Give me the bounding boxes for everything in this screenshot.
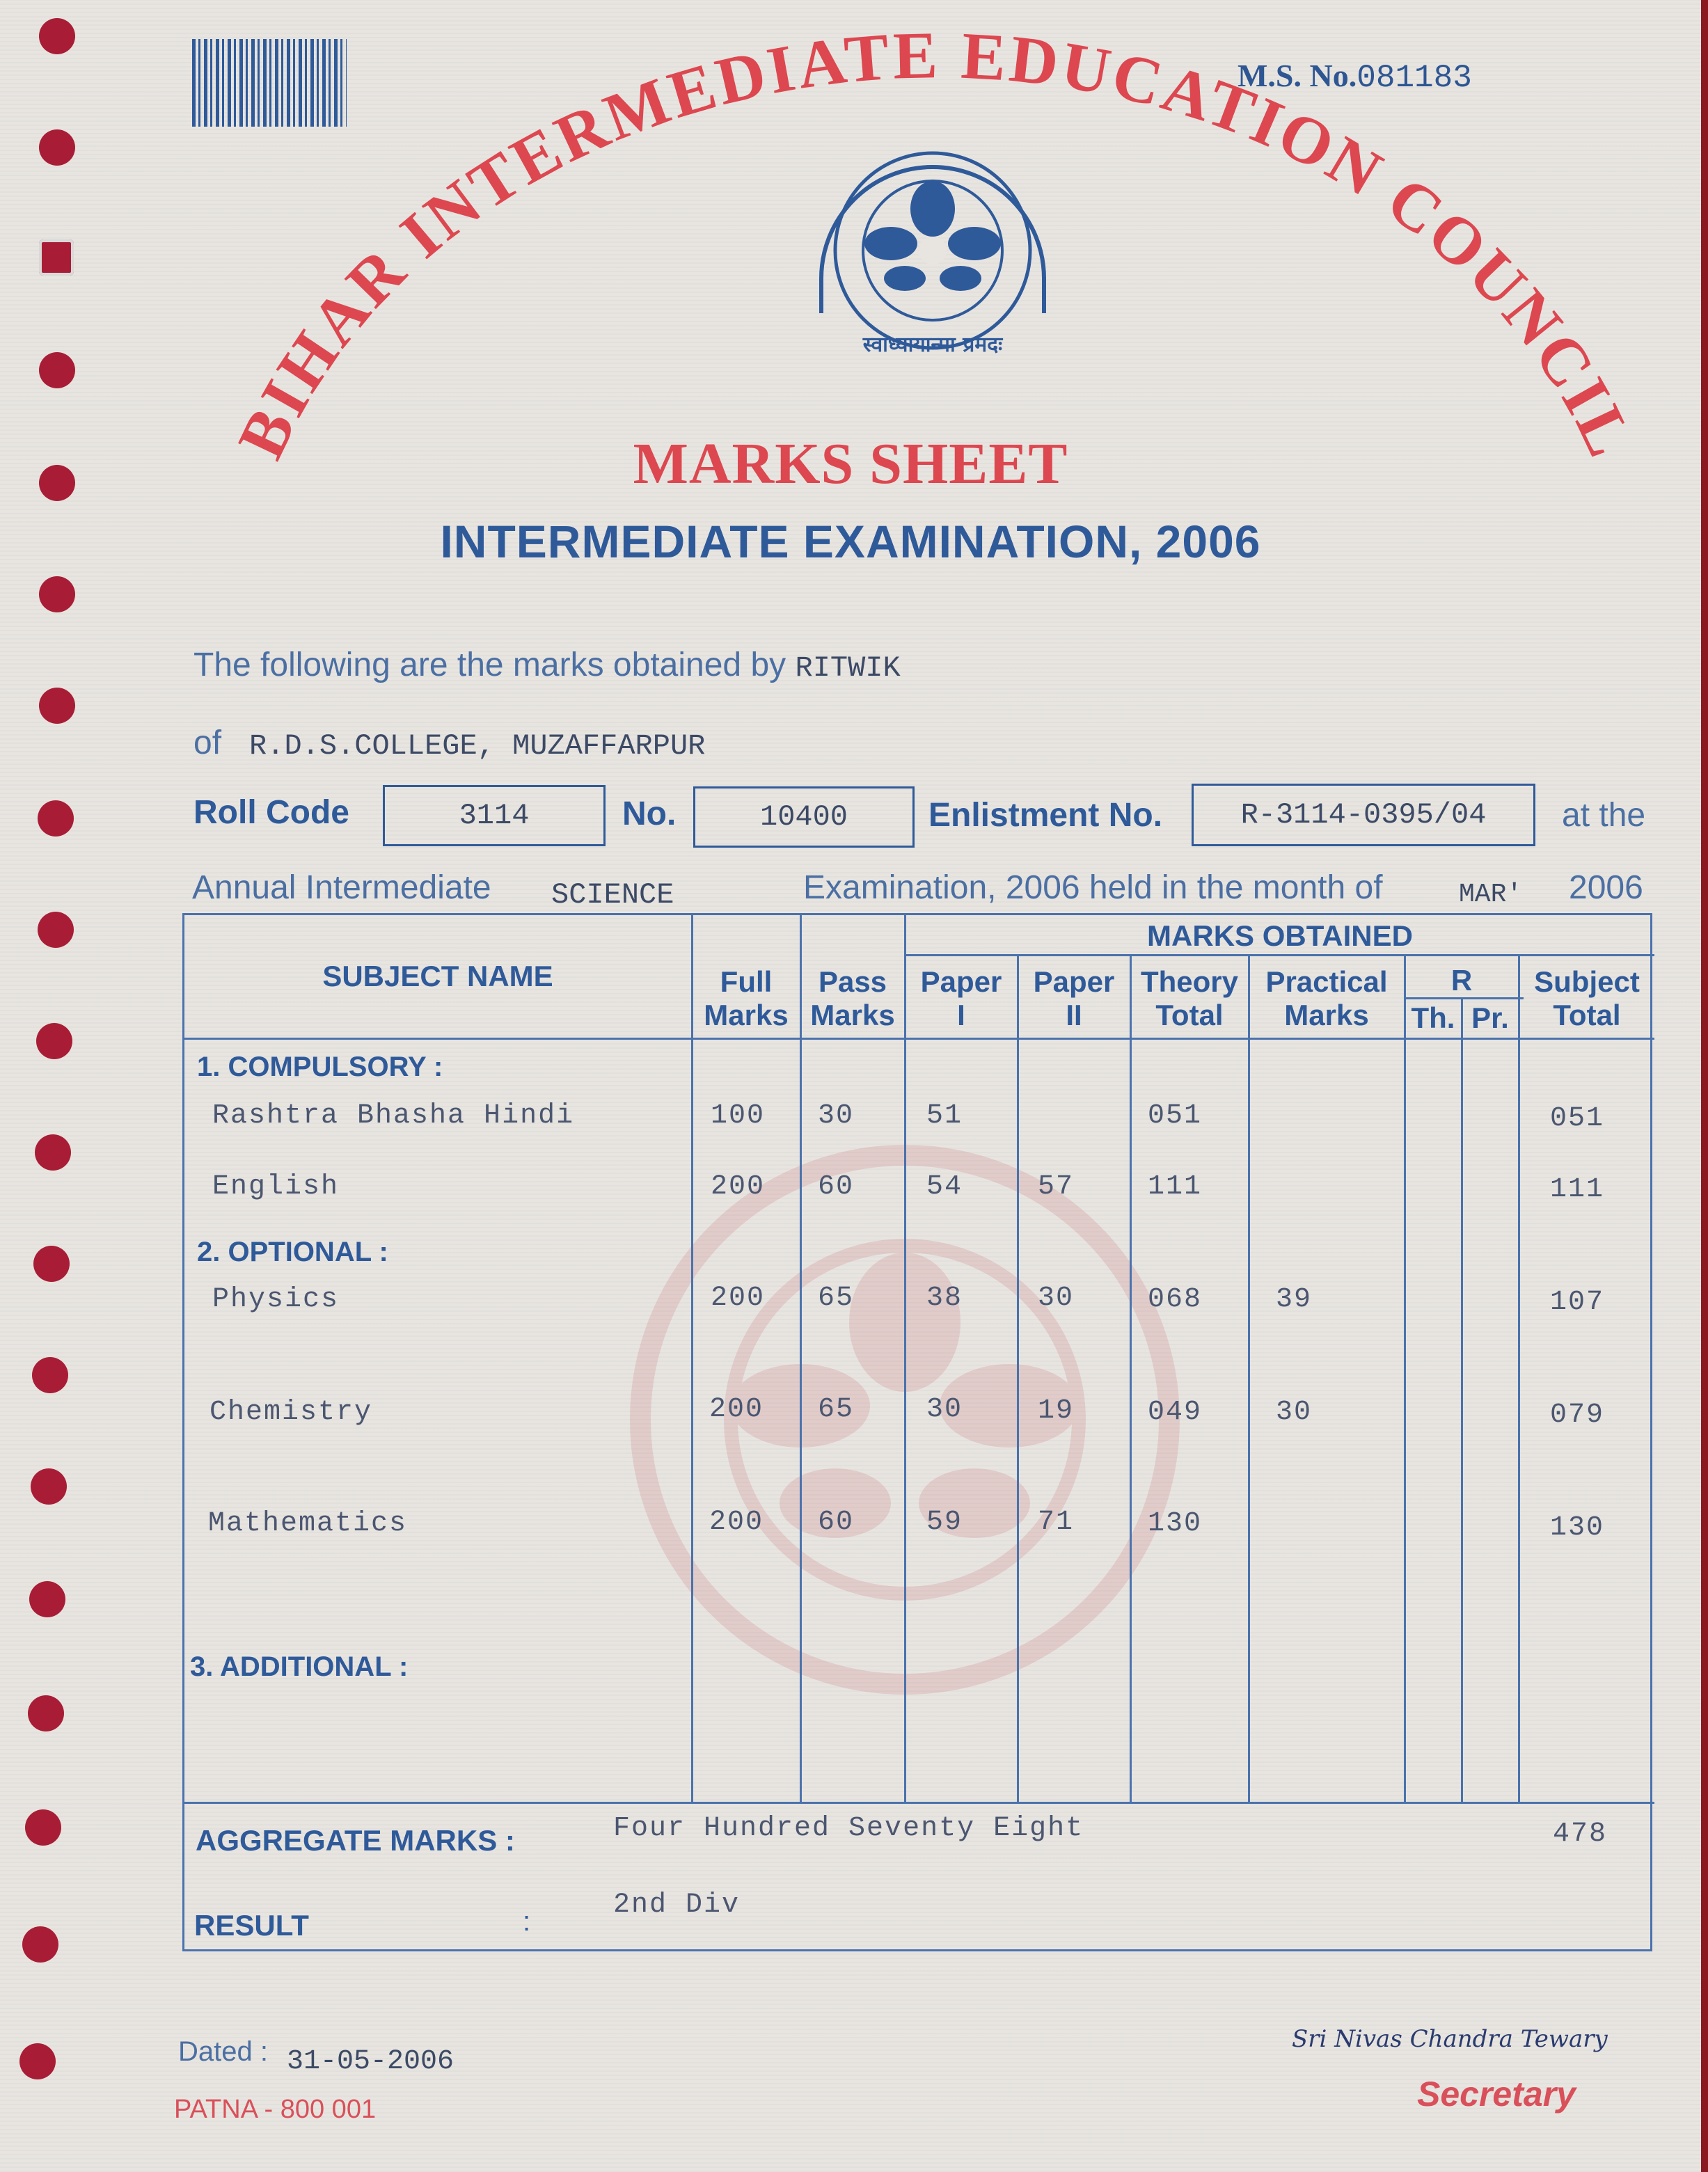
subject-total: 130 — [1550, 1512, 1605, 1544]
council-name: BIHAR INTERMEDIATE EDUCATION COUNCIL — [223, 17, 1650, 470]
intro-line: The following are the marks obtained by RITWIK — [193, 647, 901, 685]
exam-title: INTERMEDIATE EXAMINATION, 2006 — [440, 516, 1261, 567]
subject-name: English — [212, 1171, 340, 1203]
subject-name: Rashtra Bhasha Hindi — [212, 1100, 575, 1132]
subject-name: Physics — [212, 1284, 340, 1315]
theory-total: 130 — [1148, 1508, 1203, 1539]
header-practical-marks: Practical Marks — [1265, 965, 1388, 1031]
binder-hole — [35, 1134, 71, 1171]
subject-total: 111 — [1550, 1174, 1605, 1205]
col-rule — [1518, 954, 1520, 1802]
place: PATNA - 800 001 — [174, 2095, 377, 2124]
binder-hole — [33, 1246, 70, 1282]
secretary-signature: Sri Nivas Chandra Tewary — [1292, 2025, 1608, 2053]
result-value: 2nd Div — [613, 1889, 741, 1921]
section-additional: 3. ADDITIONAL : — [190, 1651, 409, 1682]
binder-hole — [38, 800, 74, 837]
header-paper-2: Paper II — [1033, 965, 1115, 1031]
enlistment-box: R-3114-0395/04 — [1192, 784, 1535, 846]
header-paper-1: Paper I — [920, 965, 1002, 1031]
paper-1: 59 — [926, 1507, 963, 1538]
theory-total: 111 — [1148, 1171, 1203, 1203]
binder-hole — [22, 1926, 58, 1963]
exam-text: Examination, 2006 held in the month of — [803, 869, 1383, 906]
header-r: R — [1450, 964, 1473, 997]
subject-total: 051 — [1550, 1103, 1605, 1134]
annual-label: Annual Intermediate — [192, 869, 491, 906]
paper-1: 54 — [926, 1171, 963, 1203]
stream: SCIENCE — [551, 878, 674, 912]
col-rule — [1017, 954, 1019, 1802]
secretary-title: Secretary — [1417, 2075, 1576, 2114]
header-r-pr: Pr. — [1471, 1001, 1509, 1034]
practical-marks: 30 — [1276, 1397, 1313, 1428]
full-marks: 200 — [709, 1507, 764, 1538]
college-line: of R.D.S.COLLEGE, MUZAFFARPUR — [193, 724, 706, 763]
roll-code-label: Roll Code — [193, 794, 349, 831]
paper-1: 51 — [926, 1100, 963, 1132]
header-marks-obtained: MARKS OBTAINED — [1147, 919, 1413, 952]
roll-code-box: 3114 — [383, 785, 606, 846]
pass-marks: 60 — [818, 1507, 855, 1538]
pass-marks: 65 — [818, 1283, 855, 1314]
roll-no-label: No. — [622, 795, 677, 832]
at-the-text: at the — [1562, 797, 1646, 834]
paper-2: 19 — [1038, 1395, 1075, 1427]
aggregate-label: AGGREGATE MARKS : — [196, 1824, 515, 1857]
result-label: RESULT — [194, 1909, 309, 1942]
dated-label: Dated : — [178, 2036, 268, 2067]
binder-hole — [39, 688, 75, 724]
full-marks: 100 — [711, 1100, 766, 1132]
subject-name: Chemistry — [209, 1397, 373, 1428]
aggregate-value: 478 — [1553, 1818, 1608, 1850]
subject-total: 107 — [1550, 1287, 1605, 1318]
marks-sheet-title: MARKS SHEET — [633, 431, 1068, 496]
full-marks: 200 — [709, 1394, 764, 1425]
enlistment-label: Enlistment No. — [928, 797, 1163, 834]
body-bottom-rule — [184, 1802, 1654, 1804]
section-compulsory: 1. COMPULSORY : — [197, 1052, 443, 1082]
subject-name: Mathematics — [208, 1508, 408, 1539]
header-subject-name: SUBJECT NAME — [322, 960, 553, 992]
paper-2: 71 — [1038, 1507, 1075, 1538]
col-rule — [800, 915, 802, 1802]
pass-marks: 30 — [818, 1100, 855, 1132]
binder-hole — [38, 912, 74, 948]
binder-hole — [36, 1023, 72, 1059]
binder-hole — [19, 2043, 56, 2079]
aggregate-words: Four Hundred Seventy Eight — [613, 1813, 1084, 1844]
pass-marks: 60 — [818, 1171, 855, 1203]
theory-total: 049 — [1148, 1397, 1203, 1428]
ms-number: M.S. No.081183 — [1237, 58, 1472, 96]
exam-year: 2006 — [1569, 869, 1643, 906]
full-marks: 200 — [711, 1283, 766, 1314]
col-rule — [1130, 954, 1132, 1802]
header-subject-total: Subject Total — [1534, 965, 1640, 1031]
subject-total: 079 — [1550, 1400, 1605, 1431]
theory-total: 068 — [1148, 1284, 1203, 1315]
pass-marks: 65 — [818, 1394, 855, 1425]
header-bottom-rule — [184, 1038, 1654, 1040]
issue-date: 31-05-2006 — [287, 2046, 454, 2077]
col-rule — [904, 915, 906, 1802]
col-rule — [1248, 954, 1250, 1802]
roll-no-box: 10400 — [693, 786, 915, 848]
paper-2: 57 — [1038, 1171, 1075, 1203]
result-colon: : — [523, 1906, 531, 1937]
col-rule — [1404, 954, 1406, 1802]
paper-2: 30 — [1038, 1283, 1075, 1314]
header-full-marks: Full Marks — [704, 965, 789, 1031]
exam-month: MAR' — [1459, 880, 1523, 910]
theory-total: 051 — [1148, 1100, 1203, 1132]
binder-hole — [29, 1581, 65, 1617]
college-name: R.D.S.COLLEGE, MUZAFFARPUR — [249, 729, 706, 763]
section-optional: 2. OPTIONAL : — [197, 1237, 388, 1267]
marks-table — [182, 913, 1652, 1951]
header-pass-marks: Pass Marks — [810, 965, 895, 1031]
paper-1: 30 — [926, 1394, 963, 1425]
binder-hole — [25, 1809, 61, 1846]
emblem-motto: स्वाध्यायान्मा प्रमदः — [862, 333, 1003, 357]
full-marks: 200 — [711, 1171, 766, 1203]
paper-1: 38 — [926, 1283, 963, 1314]
practical-marks: 39 — [1276, 1284, 1313, 1315]
header-r-th: Th. — [1411, 1001, 1455, 1034]
header-theory-total: Theory Total — [1140, 965, 1239, 1031]
binder-hole — [32, 1357, 68, 1393]
binder-hole — [28, 1695, 64, 1731]
binder-hole — [31, 1468, 67, 1505]
r-divider — [1405, 997, 1524, 999]
col-rule — [1461, 997, 1463, 1802]
candidate-name: RITWIK — [795, 651, 901, 685]
council-emblem — [800, 139, 1065, 362]
col-rule — [691, 915, 693, 1802]
